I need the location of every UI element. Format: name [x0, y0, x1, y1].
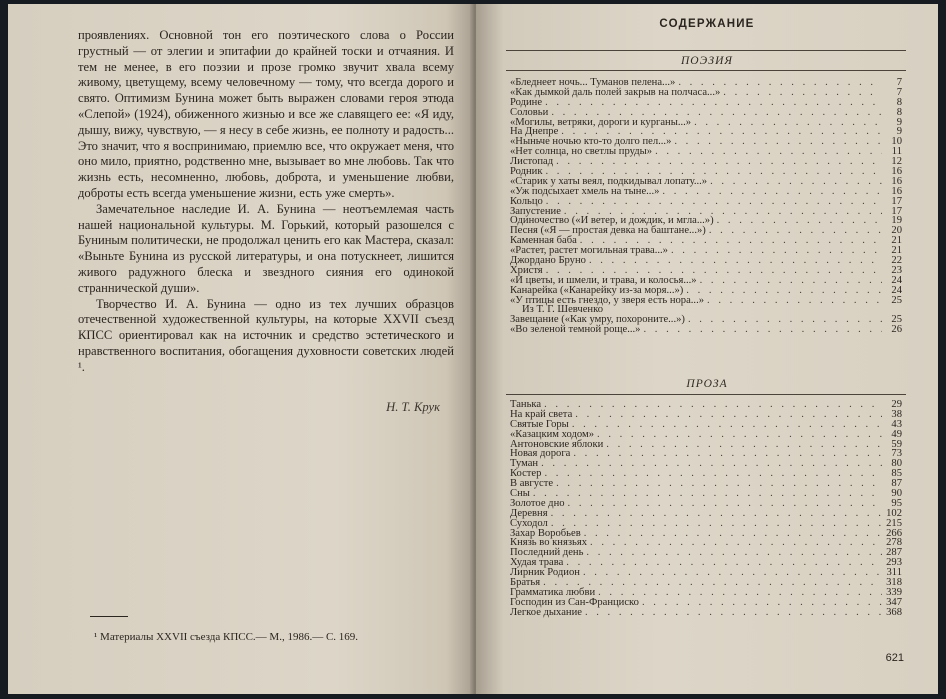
toc-entry-page: 43	[891, 418, 902, 430]
toc-entry-page: 24	[891, 284, 902, 296]
toc-entry-page: 16	[891, 175, 902, 187]
toc-entry-title: Запустение	[510, 205, 561, 217]
toc-entry-title: Деревня	[510, 507, 548, 519]
toc-entry-page: 25	[891, 314, 902, 326]
toc-entry-title: Одиночество («И ветер, и дождик, и мгла...»)	[510, 215, 714, 227]
toc-entry-page: 8	[896, 96, 902, 108]
toc-leader-dots	[691, 118, 882, 128]
toc-leader-dots	[587, 538, 882, 548]
toc-entry-title: Соловьи	[510, 106, 549, 118]
toc-entry-page: 16	[891, 166, 902, 178]
toc-entry-page: 23	[891, 264, 902, 276]
toc-entry	[510, 489, 902, 499]
toc-entry	[510, 449, 902, 459]
toc-entry-title: Худая трава	[510, 557, 564, 569]
footnote: ¹ Материалы XXVII съезда КПСС.— М., 1986.— С. 169.	[94, 631, 359, 643]
toc-leader-dots	[570, 449, 882, 459]
toc-leader-dots	[603, 440, 882, 450]
toc-entry	[510, 147, 902, 157]
toc-entry	[510, 608, 902, 618]
toc-entry	[510, 568, 902, 578]
toc-entry-page: 17	[891, 205, 902, 217]
toc-leader-dots	[541, 469, 882, 479]
toc-entry-page: 266	[886, 527, 902, 539]
toc-entry-title: Новая дорога	[510, 448, 571, 460]
toc-entry-title: «Во зеленой темной роще...»	[510, 324, 641, 336]
toc-leader-dots	[582, 608, 882, 618]
toc-entry-title: Родник	[510, 166, 543, 178]
toc-entry-page: 21	[891, 245, 902, 257]
toc-entry-page: 49	[891, 428, 902, 440]
toc-entry	[510, 157, 902, 167]
toc-entry-title: Канарейка («Канарейку из-за моря...»)	[510, 284, 684, 296]
toc-entry-title: Джордано Бруно	[510, 255, 586, 267]
toc-entry-title: Родине	[510, 96, 543, 108]
toc-entry-page: 287	[886, 547, 902, 559]
toc-entry-title: Господин из Сан-Франциско	[510, 596, 639, 608]
toc-leader-dots	[594, 430, 882, 440]
toc-entry-page: 293	[886, 557, 902, 569]
paragraph-1: проявлениях. Основной тон его поэтического слова о России грустный — от элегии и эпитафии до крайней тоски и отчаяния. И тем не менее, в его поэзии и прозе громко звучит хвала всему живому, цветущему, всему человечному — тому, что всегда дорого и свято. Оптимизм Бунина может быть выражен словами героя этюда «Слепой» (1924), обиженного жизнью и все же славящего ее: «Я иду, дышу, вижу, чувствую, — я несу в себе жизнь, ее полноту и радость... Это значит, что я воспринимаю, приемлю все, что окружает меня, что оно мило, приятно, родственно мне, вызывает во мне любовь. Так что жизнь есть, несомненно, любовь, доброта, и уменьшение любви, доброты есть всегда уменьшение жизни, есть уже смерть».	[78, 28, 454, 200]
toc-entry-title: «Могилы, ветряки, дороги и курганы...»	[510, 116, 692, 128]
toc-entry-page: 318	[886, 577, 902, 589]
toc-entry-title: «И цветы, и шмели, и трава, и колосья...»	[510, 274, 697, 286]
toc-entry-title: Суходол	[510, 517, 548, 529]
toc-leader-dots	[542, 98, 882, 108]
toc-entry-title: «Бледнеет ночь... Туманов пелена...»	[510, 77, 676, 88]
toc-entry-page: 10	[891, 136, 902, 148]
toc-entry-page: 87	[891, 478, 902, 490]
toc-entry-page: 24	[891, 274, 902, 286]
section-rule	[506, 70, 906, 71]
toc-leader-dots	[553, 157, 882, 167]
toc-leader-dots	[572, 410, 882, 420]
toc-entry	[510, 88, 902, 98]
toc-entry	[510, 325, 902, 335]
toc-leader-dots	[640, 325, 882, 335]
section-rule	[506, 394, 906, 395]
toc-leader-dots	[563, 558, 882, 568]
toc-leader-dots	[683, 286, 882, 296]
toc-leader-dots	[543, 197, 882, 207]
toc-entry-page: 102	[886, 507, 902, 519]
toc-entry-page: 85	[891, 468, 902, 480]
toc-entry	[510, 118, 902, 128]
toc-entry	[510, 98, 902, 108]
toc-entry-title: Золотое дно	[510, 497, 565, 509]
toc-entry-page: 12	[891, 156, 902, 168]
toc-entry-page: 20	[891, 225, 902, 237]
toc-entry-page: 22	[891, 255, 902, 267]
toc-entry-page: 11	[891, 146, 902, 158]
toc-entry-title: Святые Горы	[510, 418, 569, 430]
toc-leader-dots	[548, 509, 882, 519]
toc-entry-page: 25	[891, 294, 902, 306]
footnote-rule	[90, 616, 128, 617]
toc-leader-dots	[707, 177, 882, 187]
toc-entry-title: В августе	[510, 478, 554, 490]
left-page	[8, 4, 474, 694]
toc-leader-dots	[548, 519, 882, 529]
toc-entry-title: Антоновские яблоки	[510, 438, 604, 450]
toc-entry-title: На Днепре	[510, 126, 559, 138]
toc-entry	[510, 469, 902, 479]
toc-entry-title: На край света	[510, 408, 573, 420]
toc-entry-page: 90	[891, 488, 902, 500]
toc-entry	[510, 459, 902, 469]
toc-leader-dots	[565, 499, 882, 509]
toc-entry-page: 38	[891, 408, 902, 420]
toc-entry-title: «Нет солнца, но светлы пруды»	[510, 146, 653, 158]
toc-leader-dots	[580, 568, 882, 578]
toc-entry	[510, 256, 902, 266]
toc-leader-dots	[538, 459, 882, 469]
toc-leader-dots	[720, 88, 882, 98]
paragraph-3: Творчество И. А. Бунина — одно из тех лучших образцов отечественной художественной культуры, на которые XXVII съезд КПСС ориентировал как на источник и средство эстетического и нравственного воспитания, обогащения духовности советских людей ¹.	[78, 296, 454, 374]
section-heading-poetry: ПОЭЗИЯ	[681, 55, 733, 67]
toc-leader-dots	[639, 598, 882, 608]
toc-leader-dots	[706, 226, 882, 236]
section-rule	[506, 50, 906, 51]
toc-entry	[510, 197, 902, 207]
toc-entry-page: 17	[891, 195, 902, 207]
toc-entry-page: 21	[891, 235, 902, 247]
toc-entry-page: 8	[896, 106, 902, 118]
toc-entry-title: Князь во князьях	[510, 537, 588, 549]
toc-entry-page: 9	[896, 126, 902, 138]
toc-leader-dots	[541, 400, 882, 410]
toc-entry-page: 95	[891, 497, 902, 509]
toc-leader-dots	[685, 315, 882, 325]
toc-entry	[510, 548, 902, 558]
toc-entry-page: 347	[886, 596, 902, 608]
toc-leader-dots	[583, 548, 882, 558]
toc-entry-page: 368	[886, 606, 902, 618]
toc-entry-title: Кольцо	[510, 195, 543, 207]
toc-entry-title: Лирник Родион	[510, 567, 580, 579]
paragraph-2: Замечательное наследие И. А. Бунина — неотъемлемая часть нашей национальной культуры. М. Горький, который разошелся с Буниным политически, не продолжал ценить его как Мастера, сказал: «Выньте Бунина из русской литературы, и она потускнеет, лишится живого радужного блеска и звездного сияния его одинокой страннической души».	[78, 201, 454, 295]
toc-entry-title: «Растет, растет могильная трава...»	[510, 245, 668, 257]
toc-list-prose	[510, 400, 902, 618]
toc-entry-title: Христя	[510, 264, 543, 276]
toc-entry	[510, 499, 902, 509]
section-heading-prose: ПРОЗА	[686, 378, 728, 390]
toc-entry-title: Завещание («Как умру, похороните...»)	[510, 314, 685, 326]
toc-entry	[510, 187, 902, 197]
toc-leader-dots	[668, 246, 882, 256]
toc-entry-title: Каменная баба	[510, 235, 577, 247]
contents-title: СОДЕРЖАНИЕ	[659, 18, 755, 30]
toc-leader-dots	[586, 256, 882, 266]
toc-entry-page: 16	[891, 185, 902, 197]
toc-leader-dots	[569, 420, 882, 430]
afterword-text	[78, 28, 454, 376]
toc-leader-dots	[704, 296, 882, 306]
toc-leader-dots	[581, 529, 882, 539]
toc-entry-title: Туман	[510, 458, 539, 470]
page-number: 621	[885, 652, 904, 664]
toc-entry-title: Последний день	[510, 547, 584, 559]
author-signature: Н. Т. Крук	[386, 400, 440, 414]
toc-entry-title: «Ныньче ночью кто-то долго пел...»	[510, 136, 672, 148]
toc-entry-page: 59	[891, 438, 902, 450]
toc-entry-page: 26	[891, 324, 902, 336]
toc-entry-page: 7	[896, 86, 902, 98]
toc-entry-title: Легкое дыхание	[510, 606, 582, 618]
toc-entry-title: Песня («Я — простая девка на баштане...»)	[510, 225, 706, 237]
toc-leader-dots	[671, 137, 882, 147]
toc-entry-page: 7	[896, 77, 902, 88]
toc-entry-title: «Уж подсыхает хмель на тыне...»	[510, 185, 660, 197]
right-page	[476, 4, 938, 694]
toc-list-poetry	[510, 78, 902, 335]
toc-leader-dots	[697, 276, 882, 286]
toc-entry-title: Листопад	[510, 156, 554, 168]
toc-entry-title: Братья	[510, 577, 541, 589]
toc-entry-page: 311	[886, 567, 902, 579]
toc-entry-page: 215	[886, 517, 902, 529]
toc-entry-title: Захар Воробьев	[510, 527, 581, 539]
toc-entry	[510, 509, 902, 519]
toc-entry-page: 29	[891, 399, 902, 410]
toc-entry-title: Танька	[510, 399, 542, 410]
toc-entry-page: 278	[886, 537, 902, 549]
toc-entry-title: Грамматика любви	[510, 586, 596, 598]
toc-entry-page: 339	[886, 586, 902, 598]
toc-leader-dots	[530, 489, 882, 499]
toc-entry-page: 9	[896, 116, 902, 128]
toc-entry-title: Костер	[510, 468, 542, 480]
toc-leader-dots	[652, 147, 882, 157]
toc-entry-title: Сны	[510, 488, 530, 500]
toc-entry-page: 19	[891, 215, 902, 227]
toc-leader-dots	[553, 479, 882, 489]
toc-entry-title: «У птицы есть гнездо, у зверя есть нора...»	[510, 294, 705, 306]
toc-entry-title: «Как дымкой даль полей закрыв на полчаса...»	[510, 86, 721, 98]
toc-entry-title: «Казацким ходом»	[510, 428, 595, 440]
toc-entry-title: «Старик у хаты веял, подкидывал лопату...»	[510, 175, 708, 187]
toc-leader-dots	[714, 216, 882, 226]
toc-entry	[510, 479, 902, 489]
toc-entry-title: Из Т. Г. Шевченко	[522, 304, 604, 316]
toc-entry-page: 80	[891, 458, 902, 470]
toc-leader-dots	[659, 187, 882, 197]
toc-entry-page: 73	[891, 448, 902, 460]
